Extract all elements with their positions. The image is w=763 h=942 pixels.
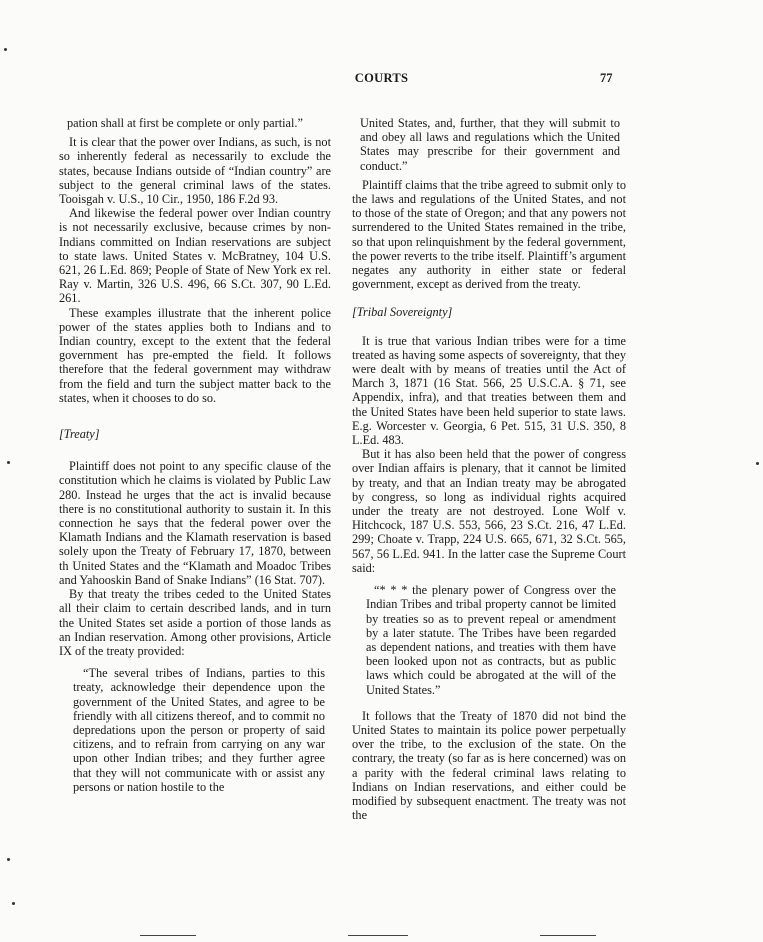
page-number: 77: [600, 71, 613, 85]
scan-speck: [4, 48, 7, 51]
scan-speck: [7, 858, 10, 861]
scan-edge-mark: [540, 935, 596, 936]
paragraph: And likewise the federal power over Indian country is not necessarily exclusive, because crimes by non-Indians committed on Indian reservations are subject to state laws. United States v. McBratney, 104 U.S. 621, 26 L.Ed. 869; People of State of New York ex rel. Ray v. Martin, 326 U.S. 496, 66 S.Ct. 307, 90 L.Ed. 261.: [59, 206, 331, 306]
paragraph: It is true that various Indian tribes were for a time treated as having some aspects of sovereignty, that they were dealt with by means of treaties until the Act of March 3, 1871 (16 Stat. 566, 25 U.S.C.A. § 71, see Appendix, infra), and that treaties between them and the United States have been held superior to state laws. E.g. Worcester v. Georgia, 6 Pet. 515, 31 U.S. 350, 8 L.Ed. 483.: [352, 333, 626, 448]
paragraph: It follows that the Treaty of 1870 did not bind the United States to maintain its police power perpetually over the tribe, to the exclusion of the state. On the contrary, the treaty (so far as is here concerned) was on a parity with the federal criminal laws relating to Indians on Indian reservations, and either could be modified by subsequent enactment. The treaty was not the: [352, 708, 626, 823]
left-column: [59, 116, 331, 794]
section-heading-tribal-sovereignty: [Tribal Sovereignty]: [352, 305, 453, 320]
paragraph: These examples illustrate that the inherent police power of the states applies both to Indians and to Indian country, except to the extent that the federal government has pre-empted the field. It follows therefore that the federal government may withdraw from the field and turn the subject matter back to the states, when it chooses to do so.: [59, 305, 331, 405]
paragraph: Plaintiff does not point to any specific clause of the constitution which he claims is violated by Public Law 280. Instead he urges that the act is invalid because there is no constitutional authority to sustain it. In this connection he says that the federal power over the Klamath Indians and the Klamath reservation is based solely upon the Treaty of February 17, 1870, between th United States and the “Klamath and Moadoc Tribes and Yahooskin Band of Snake Indians” (16 Stat. 707).: [59, 459, 331, 587]
scan-edge-mark: [348, 935, 408, 936]
paragraph: Plaintiff claims that the tribe agreed to submit only to the laws and regulations of the United States, and not to those of the state of Oregon; and that any powers not surrendered to the United States remained in the tribe, so that upon relinquishment by the federal government, the power reverts to the tribe itself. Plaintiff’s argument negates any authority in either state or federal government, except as derived from the treaty.: [352, 177, 626, 292]
scan-speck: [7, 461, 10, 464]
running-head-title: COURTS: [354, 71, 409, 85]
right-column: [352, 116, 626, 822]
scan-edge-mark: [140, 935, 196, 936]
block-quote-continuation: United States, and, further, that they will submit to and obey all laws and regulations which the United States may prescribe for their government and conduct.”: [360, 116, 620, 173]
quote-continuation: pation shall at first be complete or only partial.”: [67, 116, 303, 130]
scan-speck: [12, 902, 15, 905]
scan-speck: [756, 462, 759, 465]
block-quote: “* * * the plenary power of Congress over the Indian Tribes and tribal property cannot be limited by treaties so as to prevent repeal or amendment by a later statute. The Tribes have been regarded as dependent nations, and treaties with them have been looked upon not as contracts, but as public laws which could be abrogated at the will of the United States.”: [366, 583, 616, 697]
paragraph: By that treaty the tribes ceded to the United States all their claim to certain described lands, and in turn the United States set aside a portion of those lands as an Indian reservation. Among other provisions, Article IX of the treaty provided:: [59, 587, 331, 658]
paragraph: But it has also been held that the power of congress over Indian affairs is plenary, that it cannot be limited by treaty, and that an Indian treaty may be abrogated by congress, so long as individual rights acquired under the treaty are not destroyed. Lone Wolf v. Hitchcock, 187 U.S. 553, 566, 23 S.Ct. 216, 47 L.Ed. 299; Choate v. Trapp, 224 U.S. 665, 671, 32 S.Ct. 565, 567, 56 L.Ed. 941. In the latter case the Supreme Court said:: [352, 447, 626, 575]
paragraph: It is clear that the power over Indians, as such, is not so inherently federal as necessarily to exclude the states, because Indians outside of “Indian country” are subject to the general criminal laws of the states. Tooisgah v. U.S., 10 Cir., 1950, 186 F.2d 93.: [59, 135, 331, 207]
section-heading-treaty: [Treaty]: [59, 427, 100, 442]
block-quote: “The several tribes of Indians, parties to this treaty, acknowledge their dependence upon the government of the United States, and agree to be friendly with all citizens thereof, and to commit no depredations upon the person or property of said citizens, and to refrain from carrying on any war upon other Indian tribes; and they further agree that they will not communicate with or assist any persons or nation hostile to the: [73, 666, 325, 794]
